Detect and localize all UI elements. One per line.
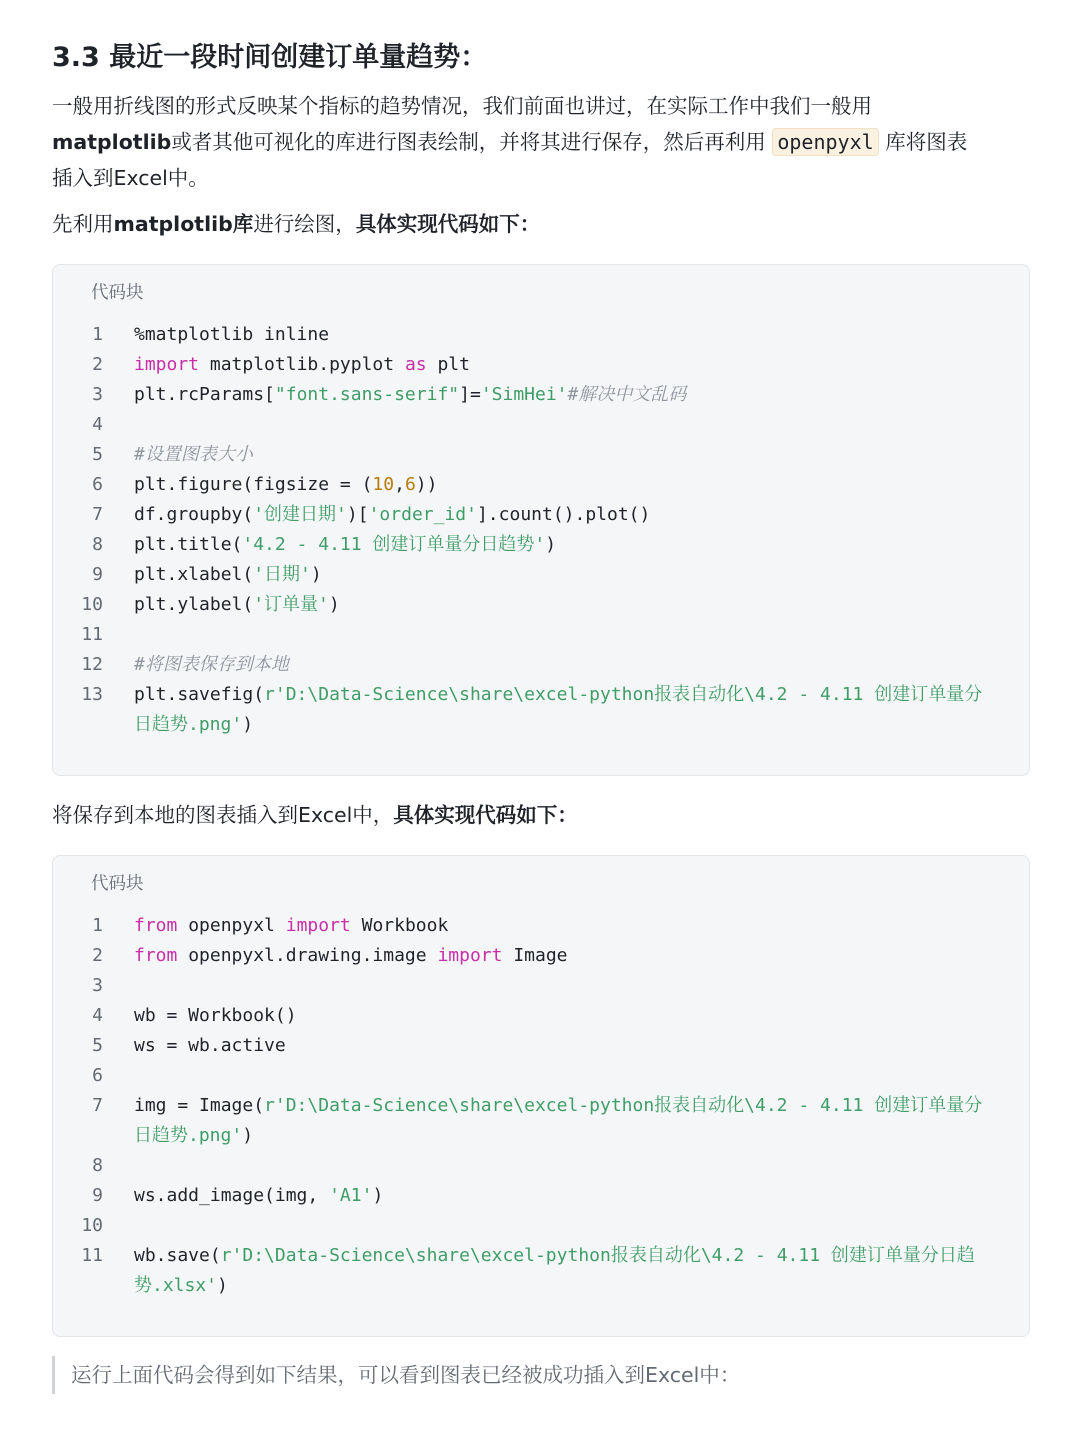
code-line	[53, 320, 1029, 350]
line-number: 4	[92, 414, 103, 435]
code-token: img = Image(	[134, 1095, 265, 1116]
code-line	[53, 590, 1029, 620]
code-text	[134, 1031, 286, 1061]
line-number: 2	[92, 354, 103, 375]
code-comment: #将图表保存到本地	[134, 654, 289, 675]
code-line	[53, 680, 1029, 710]
code-line	[53, 1061, 1029, 1091]
code-lines	[53, 911, 1029, 1301]
line-number: 2	[92, 945, 103, 966]
code-token: ws.add_image(img,	[134, 1185, 330, 1206]
code-token: matplotlib.pyplot	[199, 354, 405, 375]
line-number: 6	[92, 1065, 103, 1086]
line-number: 1	[92, 324, 103, 345]
line-number: 1	[92, 915, 103, 936]
code-string: 势.xlsx'	[134, 1275, 218, 1296]
code-keyword: import	[285, 915, 351, 936]
line-number: 10	[81, 1215, 103, 1236]
code-lines	[53, 320, 1029, 740]
code-token: )	[242, 714, 254, 735]
code-token: wb = Workbook()	[134, 1005, 297, 1026]
line-number: 10	[81, 594, 103, 615]
code-line	[53, 530, 1029, 560]
code-text	[134, 911, 448, 941]
code-string: 'A1'	[329, 1185, 373, 1206]
code-text	[134, 1121, 253, 1151]
code-text	[134, 650, 289, 680]
code-line	[53, 1121, 1029, 1151]
inline-code-openpyxl: openpyxl	[772, 128, 878, 156]
code-token: )	[242, 1125, 254, 1146]
code-text	[134, 470, 437, 500]
code-line	[53, 1151, 1029, 1181]
code-line	[53, 1031, 1029, 1061]
para2-text-1: 先利用	[52, 212, 114, 236]
line-number: 8	[92, 1155, 103, 1176]
code-text	[134, 1091, 982, 1121]
code-line	[53, 1211, 1029, 1241]
para-matplotlib	[52, 206, 1022, 242]
line-number: 8	[92, 534, 103, 555]
line-number: 3	[92, 975, 103, 996]
line-number: 3	[92, 384, 103, 405]
code-line	[53, 440, 1029, 470]
code-line	[53, 710, 1029, 740]
code-text	[134, 560, 322, 590]
line-number: 9	[92, 564, 103, 585]
code-text	[134, 1181, 383, 1211]
para-insert	[52, 797, 1022, 833]
code-token: )	[328, 594, 340, 615]
code-block-label: 代码块	[91, 874, 144, 894]
para3-text-1: 将保存到本地的图表插入到Excel中，	[52, 803, 394, 827]
code-line	[53, 560, 1029, 590]
code-line	[53, 620, 1029, 650]
line-number: 7	[92, 1095, 103, 1116]
code-number: 6	[404, 474, 416, 495]
code-string: '创建日期'	[253, 504, 347, 525]
code-line	[53, 1271, 1029, 1301]
code-line	[53, 1001, 1029, 1031]
code-text	[134, 710, 253, 740]
code-token: plt.xlabel(	[134, 564, 254, 585]
line-number: 4	[92, 1005, 103, 1026]
code-line	[53, 1181, 1029, 1211]
line-number: 6	[92, 474, 103, 495]
code-number: 10	[372, 474, 395, 495]
line-number: 9	[92, 1185, 103, 1206]
code-line	[53, 500, 1029, 530]
code-token: openpyxl	[177, 915, 286, 936]
code-block-openpyxl[interactable]	[52, 855, 1030, 1337]
intro-text-2: 或者其他可视化的库进行图表绘制，并将其进行保存，然后再利用	[171, 130, 766, 154]
code-token: )	[217, 1275, 228, 1296]
code-text	[134, 440, 253, 470]
code-token: )	[545, 534, 557, 555]
code-string: 日趋势.png'	[134, 1125, 243, 1146]
code-string: r'D:\Data-Science\share\excel-python报表自动化\4.2 - 4.11 创建订单量分日趋	[220, 1245, 975, 1266]
code-string: "font.sans-serif"	[274, 384, 460, 405]
line-number: 7	[92, 504, 103, 525]
code-string: '4.2 - 4.11 创建订单量分日趋势'	[242, 534, 546, 555]
code-line	[53, 971, 1029, 1001]
line-number: 5	[92, 444, 103, 465]
code-token: )	[310, 564, 322, 585]
intro-paragraph	[52, 88, 1022, 196]
code-text	[134, 380, 686, 410]
code-text	[134, 350, 470, 380]
code-line	[53, 911, 1029, 941]
code-token: plt.savefig(	[134, 684, 265, 705]
line-number: 13	[81, 684, 103, 705]
code-comment: #设置图表大小	[134, 444, 253, 465]
intro-text-3-a: 库将图表	[885, 130, 968, 154]
code-string: '日期'	[253, 564, 311, 585]
code-string: r'D:\Data-Science\share\excel-python报表自动化\4.2 - 4.11 创建订单量分	[264, 1095, 983, 1116]
code-token: %matplotlib inline	[134, 324, 330, 345]
code-token: )[	[346, 504, 369, 525]
code-keyword: from	[134, 915, 178, 936]
code-token: )	[372, 1185, 384, 1206]
code-text	[134, 1271, 228, 1301]
result-quote: 运行上面代码会得到如下结果，可以看到图表已经被成功插入到Excel中：	[52, 1356, 740, 1394]
code-token: ,	[394, 474, 405, 495]
code-line	[53, 470, 1029, 500]
code-line	[53, 410, 1029, 440]
code-line	[53, 650, 1029, 680]
code-token: ]=	[459, 384, 481, 405]
code-keyword: import	[134, 354, 200, 375]
para2-text-2: 进行绘图，	[253, 212, 356, 236]
code-block-label: 代码块	[91, 283, 144, 303]
code-token: plt	[426, 354, 470, 375]
code-text	[134, 590, 340, 620]
code-keyword: import	[437, 945, 503, 966]
code-token: Image	[502, 945, 568, 966]
code-line	[53, 350, 1029, 380]
code-text	[134, 941, 568, 971]
code-token: plt.rcParams[	[134, 384, 275, 405]
code-token: ].count().plot()	[476, 504, 651, 525]
code-token: ))	[415, 474, 438, 495]
section-heading: 3.3 最近一段时间创建订单量趋势：	[52, 42, 488, 73]
code-string: 'SimHei'	[480, 384, 568, 405]
intro-text-1: 一般用折线图的形式反映某个指标的趋势情况，我们前面也讲过，在实际工作中我们一般用	[52, 94, 872, 118]
code-line	[53, 1241, 1029, 1271]
code-string: 日趋势.png'	[134, 714, 243, 735]
code-line	[53, 1091, 1029, 1121]
code-text	[134, 500, 650, 530]
code-text	[134, 680, 982, 710]
code-keyword: as	[404, 354, 427, 375]
code-line	[53, 380, 1029, 410]
code-token: plt.title(	[134, 534, 243, 555]
code-token: openpyxl.drawing.image	[177, 945, 438, 966]
code-keyword: from	[134, 945, 178, 966]
para2-bold-2: 具体实现代码如下：	[355, 212, 541, 236]
code-string: '订单量'	[253, 594, 329, 615]
code-token: plt.figure(figsize = (	[134, 474, 373, 495]
code-token: plt.ylabel(	[134, 594, 254, 615]
line-number: 11	[81, 1245, 103, 1266]
code-string: r'D:\Data-Science\share\excel-python报表自动化\4.2 - 4.11 创建订单量分	[264, 684, 983, 705]
code-text	[134, 320, 329, 350]
code-token: df.groupby(	[134, 504, 254, 525]
code-token: Workbook	[350, 915, 449, 936]
line-number: 12	[81, 654, 103, 675]
intro-bold-matplotlib: matplotlib	[52, 130, 172, 154]
line-number: 11	[81, 624, 103, 645]
intro-text-3-b: 插入到Excel中。	[52, 166, 209, 190]
code-token: wb.save(	[134, 1245, 221, 1266]
code-text	[134, 1241, 975, 1271]
code-string: 'order_id'	[368, 504, 477, 525]
code-text	[134, 1001, 297, 1031]
line-number: 5	[92, 1035, 103, 1056]
code-text	[134, 530, 556, 560]
code-line	[53, 941, 1029, 971]
para3-bold-1: 具体实现代码如下：	[393, 803, 578, 827]
code-block-matplotlib[interactable]	[52, 264, 1030, 776]
code-comment: #解决中文乱码	[567, 384, 687, 405]
code-token: ws = wb.active	[134, 1035, 286, 1056]
para2-bold-1: matplotlib库	[113, 212, 254, 236]
